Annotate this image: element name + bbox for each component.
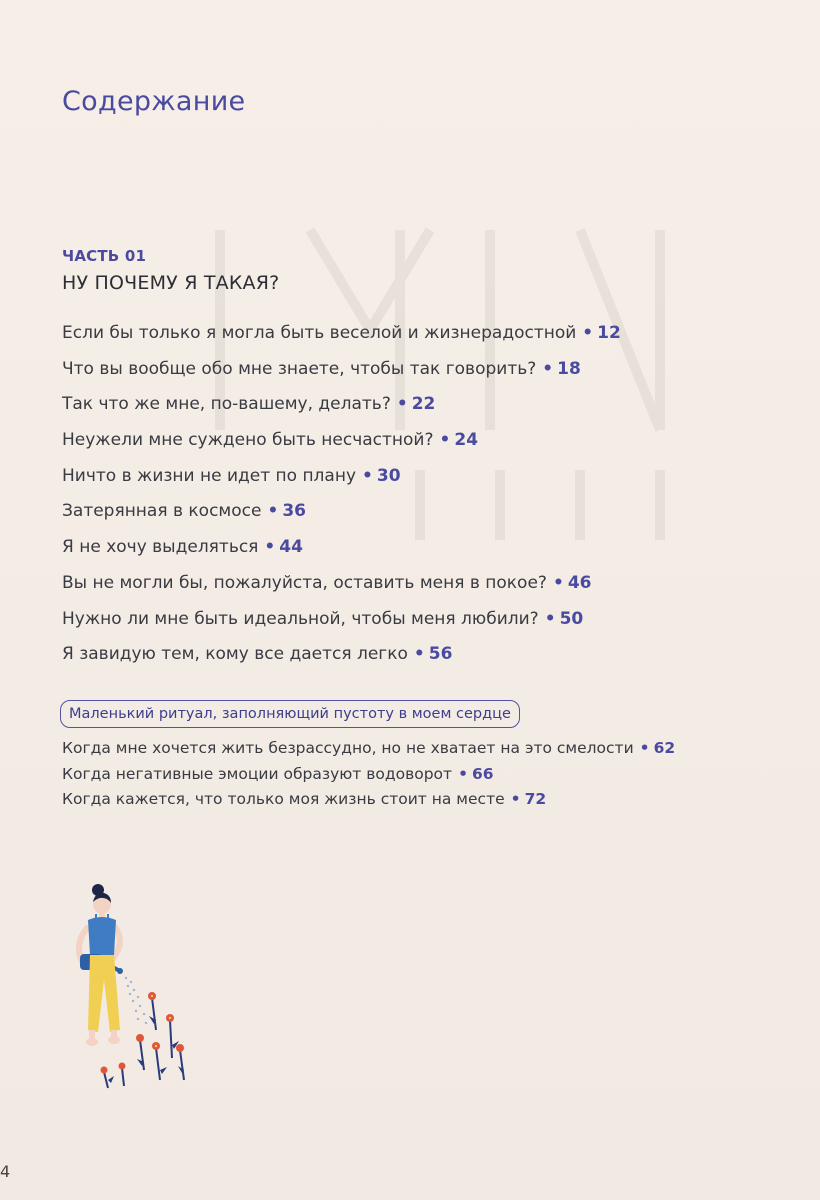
chapter-page-number: 56: [428, 644, 453, 665]
page-title: Содержание: [62, 86, 246, 117]
chapter-page-number: 30: [376, 465, 401, 486]
ritual-page-number: 72: [524, 790, 547, 808]
chapter-page-number: 46: [567, 572, 592, 593]
bullet-separator: •: [542, 358, 554, 379]
bullet-separator: •: [264, 537, 276, 558]
chapter-item: [62, 318, 621, 354]
chapter-title: Нужно ли мне быть идеальной, чтобы меня любили?: [62, 608, 539, 629]
ritual-section-label: Маленький ритуал, заполняющий пустоту в моем сердце: [60, 700, 520, 728]
chapter-title: Если бы только я могла быть веселой и жизнерадостной: [62, 323, 577, 343]
chapter-item: [62, 604, 621, 640]
chapter-item: [62, 425, 621, 461]
chapter-page-number: 44: [279, 537, 303, 558]
part-label: ЧАСТЬ 01: [62, 247, 147, 265]
chapter-title: Ничто в жизни не идет по плану: [62, 465, 357, 486]
chapter-item: [62, 532, 621, 568]
woman-watering-flowers-icon: [52, 880, 202, 1095]
ritual-page-number: 62: [653, 739, 676, 757]
chapter-list: [62, 318, 621, 675]
bullet-separator: •: [639, 739, 650, 757]
chapter-item: [62, 496, 621, 532]
bullet-separator: •: [267, 501, 279, 522]
chapter-title: Я завидую тем, кому все дается легко: [62, 644, 408, 665]
chapter-title: Вы не могли бы, пожалуйста, оставить меня в покое?: [62, 572, 547, 593]
ritual-title: Когда кажется, что только моя жизнь стоит на месте: [62, 790, 505, 808]
bullet-separator: •: [439, 430, 451, 451]
chapter-title: Я не хочу выделяться: [62, 537, 259, 558]
bullet-separator: •: [544, 608, 556, 629]
bullet-separator: •: [396, 394, 408, 415]
chapter-page-number: 24: [454, 430, 479, 451]
chapter-item: [62, 461, 621, 497]
chapter-item: [62, 354, 621, 390]
ritual-item: [62, 763, 675, 789]
chapter-page-number: 22: [411, 394, 436, 415]
ritual-page-number: 66: [471, 764, 494, 783]
chapter-title: Что вы вообще обо мне знаете, чтобы так говорить?: [62, 358, 537, 379]
ritual-item: [62, 788, 675, 814]
chapter-item: [62, 639, 621, 675]
chapter-page-number: 36: [282, 501, 306, 522]
bullet-separator: •: [362, 465, 373, 486]
bullet-separator: •: [458, 764, 468, 783]
chapter-item: [62, 389, 621, 425]
part-title: НУ ПОЧЕМУ Я ТАКАЯ?: [62, 272, 280, 294]
bullet-separator: •: [413, 644, 425, 665]
chapter-page-number: 50: [559, 608, 584, 629]
ritual-list: [62, 737, 675, 814]
bullet-separator: •: [582, 323, 594, 343]
bullet-separator: •: [552, 572, 564, 593]
bullet-separator: •: [510, 790, 521, 808]
ritual-title: Когда негативные эмоции образуют водоворот: [62, 764, 453, 783]
ritual-item: [62, 737, 675, 763]
page-number: 4: [0, 1162, 11, 1181]
chapter-item: [62, 568, 621, 604]
ritual-title: Когда мне хочется жить безрассудно, но не хватает на это смелости: [62, 739, 634, 757]
chapter-title: Неужели мне суждено быть несчастной?: [62, 430, 434, 451]
chapter-page-number: 12: [597, 323, 621, 343]
chapter-title: Затерянная в космосе: [62, 501, 262, 522]
chapter-title: Так что же мне, по-вашему, делать?: [62, 394, 391, 415]
chapter-page-number: 18: [557, 358, 581, 379]
